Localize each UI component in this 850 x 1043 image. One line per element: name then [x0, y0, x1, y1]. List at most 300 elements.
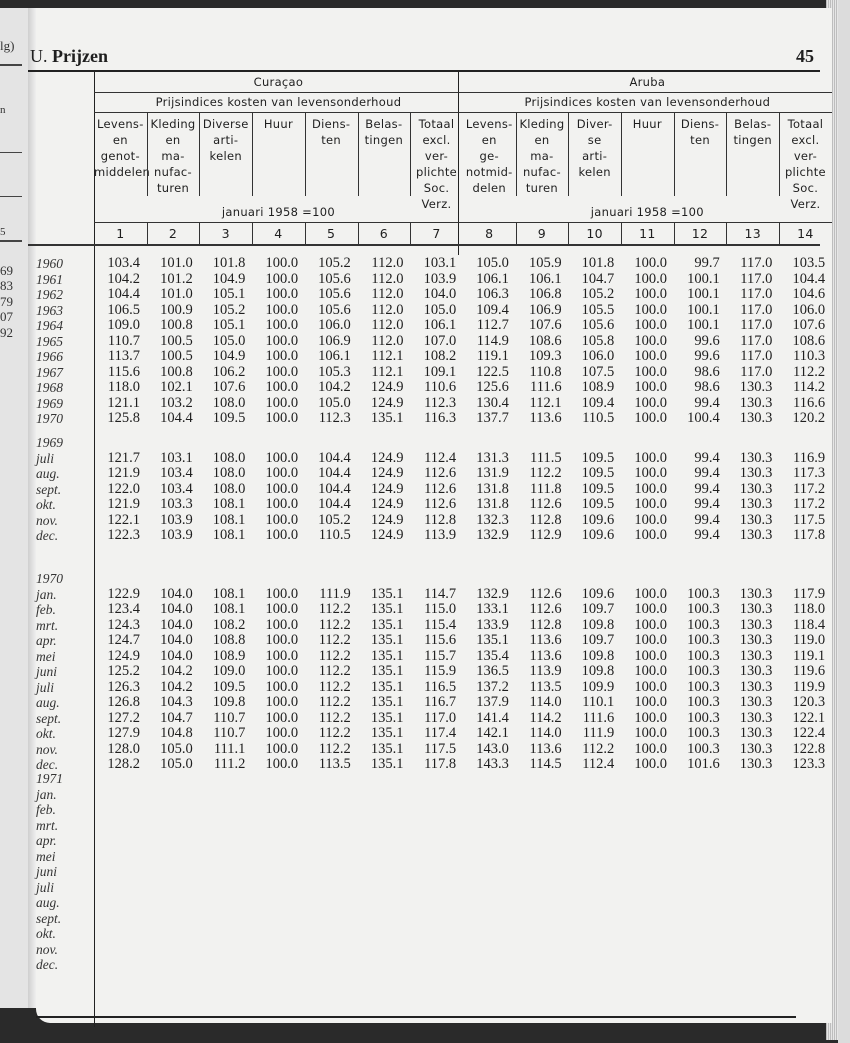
cell-value: 106.0	[318, 317, 351, 333]
cell-value: 127.9	[107, 725, 140, 741]
column-divider	[410, 222, 411, 244]
divider	[94, 92, 463, 93]
cell-value: 132.9	[476, 585, 509, 602]
cell-value: 100.9	[160, 301, 193, 318]
group-heading: 1971	[36, 771, 63, 786]
cell-value: 113.9	[424, 527, 457, 543]
cell-value: 116.6	[793, 394, 826, 411]
cell-value: 100.8	[160, 317, 193, 333]
cell-value: 100.4	[687, 410, 720, 426]
cell-value: 104.2	[107, 270, 140, 287]
cell-value: 133.1	[476, 601, 509, 617]
cell-value: 120.2	[792, 410, 826, 426]
column-divider	[358, 112, 359, 196]
column-divider	[568, 112, 569, 196]
row-label: 1969	[36, 395, 63, 411]
background	[838, 0, 850, 1043]
column-header: Totaal excl. ver- plichte Soc. Verz.	[784, 117, 826, 211]
row-label: mei	[36, 848, 56, 864]
cell-value: 121.9	[107, 465, 140, 481]
cell-value: 100.8	[160, 363, 193, 380]
left-page-text: 92	[0, 325, 13, 340]
cell-value: 122.0	[107, 480, 140, 497]
cell-value: 112.2	[318, 616, 351, 633]
column-header: Belas- tingen	[733, 117, 772, 147]
cell-value: 130.3	[739, 394, 773, 411]
cell-value: 109.4	[581, 394, 615, 411]
cell-value: 104.2	[160, 678, 193, 695]
cell-value: 112.8	[529, 511, 562, 528]
adjacent-page-fragment	[0, 8, 28, 1008]
left-page-text: 5	[0, 226, 6, 238]
cell-value: 105.0	[318, 394, 351, 411]
cell-value: 112.2	[318, 740, 351, 757]
cell-value: 107.5	[581, 363, 615, 380]
cell-value: 100.0	[265, 449, 299, 466]
cell-value: 117.0	[740, 332, 773, 349]
row-label: feb.	[36, 602, 56, 617]
cell-value: 135.1	[370, 756, 404, 772]
header-bottom-rule	[28, 244, 820, 246]
row-label: 1968	[36, 380, 63, 395]
cell-value: 100.0	[265, 410, 299, 426]
cell-value: 100.0	[634, 270, 667, 287]
cell-value: 122.1	[107, 511, 140, 528]
column-divider	[516, 222, 517, 244]
cell-value: 109.6	[581, 585, 615, 602]
cell-value: 135.1	[370, 585, 404, 602]
cell-value: 112.7	[476, 317, 509, 333]
cell-value: 117.8	[793, 527, 826, 543]
cell-value: 104.6	[792, 286, 826, 302]
cell-value: 124.9	[370, 511, 404, 528]
cell-value: 100.0	[265, 632, 299, 648]
cell-value: 112.6	[424, 480, 457, 497]
cell-value: 105.2	[318, 511, 351, 528]
cell-value: 100.0	[265, 496, 299, 512]
cell-value: 124.9	[107, 647, 140, 664]
row-label: sept.	[36, 710, 62, 726]
cell-value: 112.1	[371, 363, 404, 380]
cell-value: 101.8	[212, 255, 246, 271]
cell-value: 101.6	[687, 756, 720, 772]
cell-value: 100.0	[634, 709, 667, 726]
cell-value: 100.0	[634, 725, 667, 741]
cell-value: 112.2	[318, 709, 351, 726]
cell-value: 100.0	[265, 694, 299, 710]
cell-value: 110.5	[318, 527, 351, 543]
cell-value: 117.9	[793, 585, 826, 602]
cell-value: 101.8	[581, 255, 615, 271]
cell-value: 131.8	[476, 496, 509, 512]
cell-value: 109.6	[581, 511, 615, 528]
cell-value: 103.5	[792, 255, 826, 271]
cell-value: 106.0	[792, 301, 826, 318]
section-title: U. Prijzen	[30, 46, 108, 66]
cell-value: 114.2	[793, 379, 826, 395]
divider	[463, 222, 832, 223]
book-gutter	[28, 8, 36, 1008]
cell-value: 99.4	[694, 527, 720, 543]
cell-value: 110.7	[107, 332, 140, 349]
cell-value: 125.6	[476, 379, 509, 395]
cell-value: 100.0	[634, 449, 667, 466]
cell-value: 112.2	[318, 632, 351, 648]
cell-value: 106.9	[318, 332, 351, 349]
cell-value: 106.1	[318, 348, 351, 364]
cell-value: 109.5	[212, 410, 246, 426]
column-divider	[674, 112, 675, 196]
cell-value: 105.0	[476, 255, 509, 271]
column-number: 13	[744, 226, 761, 241]
cell-value: 108.2	[212, 616, 246, 633]
cell-value: 100.1	[687, 286, 720, 302]
cell-value: 100.0	[265, 663, 299, 679]
cell-value: 109.4	[476, 301, 509, 318]
cell-value: 130.3	[739, 480, 773, 497]
cell-value: 117.8	[424, 756, 457, 772]
cell-value: 112.3	[424, 394, 457, 411]
cell-value: 112.2	[318, 663, 351, 679]
region-name: Aruba	[629, 75, 666, 89]
cell-value: 110.7	[213, 725, 246, 741]
cell-value: 112.6	[424, 496, 457, 512]
cell-value: 99.4	[694, 511, 720, 528]
cell-value: 116.5	[424, 678, 457, 695]
cell-value: 100.5	[160, 348, 193, 364]
cell-value: 119.0	[793, 632, 826, 648]
cell-value: 100.0	[265, 725, 299, 741]
cell-value: 130.3	[739, 585, 773, 602]
cell-value: 105.0	[160, 740, 193, 757]
column-number: 9	[537, 226, 547, 241]
cell-value: 117.3	[793, 465, 826, 481]
cell-value: 123.4	[107, 601, 140, 617]
cell-value: 127.2	[107, 709, 140, 726]
cell-value: 104.4	[160, 410, 193, 426]
cell-value: 100.0	[634, 286, 667, 302]
cell-value: 109.8	[212, 694, 246, 710]
row-label: apr.	[36, 633, 57, 648]
cell-value: 111.5	[530, 449, 562, 466]
cell-value: 100.0	[634, 348, 667, 364]
cell-value: 100.0	[265, 585, 299, 602]
cell-value: 104.0	[423, 286, 457, 302]
cell-value: 114.2	[529, 709, 562, 726]
cell-value: 100.0	[265, 740, 299, 757]
cell-value: 111.1	[213, 740, 246, 757]
cell-value: 124.9	[370, 449, 404, 466]
cell-value: 109.5	[212, 678, 246, 695]
row-label: okt.	[36, 497, 56, 512]
cell-value: 110.7	[213, 709, 246, 726]
cell-value: 105.3	[318, 363, 351, 380]
column-divider	[621, 112, 622, 196]
cell-value: 109.6	[581, 527, 615, 543]
cell-value: 112.9	[529, 527, 562, 543]
cell-value: 100.0	[634, 511, 667, 528]
row-label: aug.	[36, 466, 60, 481]
cell-value: 104.2	[160, 663, 193, 679]
cell-value: 114.5	[529, 756, 562, 772]
column-header: Huur	[632, 117, 662, 131]
cell-value: 100.3	[687, 725, 720, 741]
cell-value: 112.1	[529, 394, 562, 411]
cell-value: 137.7	[476, 410, 509, 426]
cell-value: 100.0	[634, 363, 667, 380]
cell-value: 100.0	[634, 465, 667, 481]
column-number: 4	[274, 226, 283, 241]
cell-value: 117.2	[793, 496, 826, 512]
cell-value: 100.0	[265, 601, 299, 617]
row-label: mrt.	[36, 817, 59, 833]
cell-value: 117.0	[740, 255, 773, 271]
column-number: 8	[485, 226, 494, 241]
cell-value: 117.0	[740, 270, 773, 287]
cell-value: 112.0	[371, 255, 404, 271]
cell-value: 124.3	[107, 616, 140, 633]
cell-value: 108.0	[212, 394, 246, 411]
column-number: 14	[797, 226, 814, 241]
divider	[94, 222, 463, 223]
row-label: nov.	[36, 941, 58, 957]
cell-value: 100.0	[634, 301, 667, 318]
cell-value: 108.1	[212, 601, 246, 617]
row-label: juli	[36, 679, 55, 695]
cell-value: 100.3	[687, 678, 720, 695]
cell-value: 117.2	[793, 480, 826, 497]
cell-value: 114.0	[529, 725, 562, 741]
cell-value: 108.2	[423, 348, 457, 364]
column-header: Diens- ten	[680, 117, 720, 147]
cell-value: 121.1	[107, 394, 140, 411]
cell-value: 107.0	[423, 332, 457, 349]
cell-value: 117.5	[793, 511, 826, 528]
cell-value: 100.3	[687, 585, 720, 602]
cell-value: 109.5	[581, 480, 615, 497]
cell-value: 135.1	[370, 647, 404, 664]
cell-value: 113.9	[529, 663, 562, 679]
cell-value: 104.4	[792, 270, 826, 287]
cell-value: 100.0	[265, 379, 299, 395]
cell-value: 130.3	[739, 694, 773, 710]
cell-value: 117.5	[424, 740, 457, 757]
cell-value: 106.0	[581, 348, 615, 364]
cell-value: 105.5	[581, 301, 615, 318]
cell-value: 100.0	[634, 332, 667, 349]
cell-value: 130.3	[739, 663, 773, 679]
cell-value: 100.0	[634, 585, 667, 602]
cell-value: 142.1	[476, 725, 509, 741]
cell-value: 109.9	[581, 678, 615, 695]
row-label: aug.	[36, 895, 60, 910]
cell-value: 115.6	[424, 632, 457, 648]
cell-value: 112.6	[529, 601, 562, 617]
table-bottom-rule	[36, 1016, 796, 1018]
cell-value: 100.0	[634, 647, 667, 664]
cell-value: 118.0	[793, 601, 826, 617]
cell-value: 100.0	[265, 756, 299, 772]
cell-value: 126.3	[107, 678, 140, 695]
cell-value: 109.7	[581, 632, 615, 648]
row-label: 1967	[36, 364, 63, 380]
cell-value: 109.1	[423, 363, 457, 380]
column-number: 3	[221, 226, 230, 241]
cell-value: 103.4	[160, 465, 193, 481]
divider	[0, 152, 22, 153]
column-header: Levens- en genot- middelen	[94, 117, 151, 179]
cell-value: 105.6	[581, 317, 615, 333]
cell-value: 100.3	[687, 647, 720, 664]
cell-value: 108.9	[581, 379, 615, 395]
cell-value: 101.0	[160, 255, 193, 271]
column-divider	[410, 112, 411, 196]
column-number: 2	[168, 226, 178, 241]
cell-value: 100.0	[265, 286, 299, 302]
cell-value: 122.9	[107, 585, 140, 602]
cell-value: 100.0	[265, 317, 299, 333]
group-heading: 1970	[36, 571, 63, 586]
cell-value: 110.8	[529, 363, 562, 380]
cell-value: 119.9	[793, 678, 826, 695]
cell-value: 115.6	[107, 363, 140, 380]
cell-value: 103.1	[160, 449, 193, 466]
left-page-text: 69	[0, 263, 13, 278]
cell-value: 112.6	[424, 465, 457, 481]
column-divider	[568, 222, 569, 244]
cell-value: 130.3	[739, 678, 773, 695]
cell-value: 117.0	[740, 286, 773, 302]
cell-value: 110.5	[582, 410, 615, 426]
cell-value: 136.5	[476, 663, 509, 679]
cell-value: 112.2	[318, 647, 351, 664]
cell-value: 109.0	[212, 663, 246, 679]
column-divider	[779, 222, 780, 244]
column-header: Huur	[263, 117, 294, 131]
row-label: 1966	[36, 349, 63, 364]
cell-value: 109.5	[581, 496, 615, 512]
cell-value: 143.0	[476, 740, 509, 757]
cell-value: 100.0	[634, 678, 667, 695]
cell-value: 100.0	[265, 678, 299, 695]
cell-value: 116.7	[424, 694, 457, 710]
cell-value: 104.4	[318, 449, 351, 466]
cell-value: 118.0	[107, 379, 140, 395]
cell-value: 112.2	[318, 601, 351, 617]
cell-value: 109.5	[581, 465, 615, 481]
region-name: Curaçao	[253, 75, 304, 89]
column-header: Diver- se arti- kelen	[576, 117, 613, 179]
cell-value: 131.9	[476, 465, 509, 481]
column-number: 5	[327, 226, 336, 241]
row-label: 1964	[36, 318, 63, 333]
cell-value: 130.3	[739, 725, 773, 741]
cell-value: 115.7	[424, 647, 457, 664]
cell-value: 106.3	[476, 286, 509, 302]
cell-value: 130.3	[739, 616, 773, 633]
left-page-text: 83	[0, 278, 13, 293]
cell-value: 130.3	[739, 632, 773, 648]
cell-value: 100.3	[687, 740, 720, 757]
cell-value: 100.0	[265, 527, 299, 543]
cell-value: 103.4	[107, 255, 140, 271]
cell-value: 112.3	[318, 410, 351, 426]
cell-value: 100.5	[160, 332, 193, 349]
cell-value: 100.0	[634, 740, 667, 757]
cell-value: 100.3	[687, 616, 720, 633]
cell-value: 103.9	[160, 511, 193, 528]
cell-value: 135.1	[370, 601, 404, 617]
cell-value: 112.2	[582, 740, 615, 757]
cell-value: 108.1	[212, 496, 246, 512]
cell-value: 112.0	[371, 301, 404, 318]
cell-value: 137.9	[476, 694, 509, 710]
cell-value: 100.0	[265, 363, 299, 380]
cell-value: 108.1	[212, 585, 246, 602]
cell-value: 130.3	[739, 647, 773, 664]
cell-value: 115.9	[424, 663, 457, 679]
cell-value: 103.3	[160, 496, 193, 512]
column-header: Diverse arti- kelen	[202, 117, 249, 163]
divider	[0, 196, 22, 197]
row-label: jan.	[36, 786, 57, 802]
cell-value: 110.3	[793, 348, 826, 364]
cell-value: 122.4	[792, 725, 826, 741]
divider	[94, 112, 463, 113]
cell-value: 100.0	[265, 394, 299, 411]
cell-value: 111.8	[530, 480, 562, 497]
cell-value: 111.2	[213, 756, 246, 772]
cell-value: 124.9	[370, 379, 404, 395]
cell-value: 119.1	[476, 348, 509, 364]
cell-value: 105.2	[581, 286, 615, 302]
cell-value: 112.2	[318, 694, 351, 710]
cell-value: 117.0	[740, 301, 773, 318]
cell-value: 130.3	[739, 527, 773, 543]
column-divider	[516, 112, 517, 196]
row-label: juni	[36, 864, 58, 879]
cell-value: 105.2	[318, 255, 351, 271]
base-period: januari 1958 =100	[221, 205, 335, 219]
cell-value: 113.5	[318, 756, 351, 772]
cell-value: 100.0	[634, 496, 667, 512]
column-divider	[726, 112, 727, 196]
cell-value: 106.1	[423, 317, 457, 333]
cell-value: 135.1	[370, 694, 404, 710]
column-divider	[726, 222, 727, 244]
cell-value: 112.2	[318, 678, 351, 695]
cell-value: 108.9	[212, 647, 246, 664]
cell-value: 99.6	[694, 332, 720, 349]
cell-value: 117.0	[424, 709, 457, 726]
cell-value: 105.6	[318, 270, 351, 287]
cell-value: 112.6	[529, 496, 562, 512]
column-header: Totaal excl. ver- plichte Soc. Verz.	[416, 117, 458, 211]
cell-value: 103.2	[160, 394, 193, 411]
cell-value: 100.0	[265, 348, 299, 364]
cell-value: 104.4	[107, 286, 140, 302]
cell-value: 117.0	[740, 317, 773, 333]
cell-value: 111.6	[582, 709, 615, 726]
cell-value: 105.8	[581, 332, 615, 349]
cell-value: 105.6	[318, 301, 351, 318]
cell-value: 122.3	[107, 527, 140, 543]
cell-value: 112.2	[793, 363, 826, 380]
left-page-text: n	[0, 104, 6, 116]
column-number: 10	[586, 226, 603, 241]
cell-value: 109.8	[581, 616, 615, 633]
row-label: sept.	[36, 481, 62, 497]
